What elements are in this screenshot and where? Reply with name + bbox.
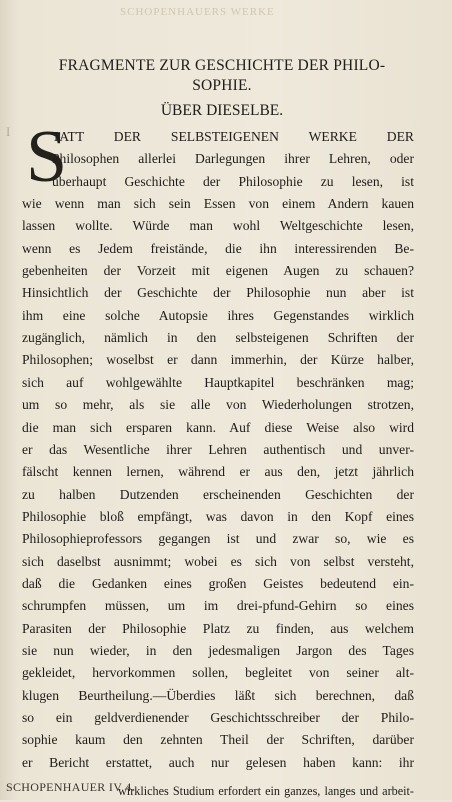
- chapter-title-line-2: SOPHIE.: [192, 77, 252, 94]
- text-line: wie wenn man sich sein Essen von einem Andern kauen: [22, 196, 414, 211]
- text-line: wenn es Jedem freistände, die ihn interessirenden Be-: [22, 240, 414, 256]
- text-line: die man sich ersparen kann. Auf diese Weise also wird: [22, 419, 414, 435]
- text-line: so ein geldverdienender Geschichtsschreiber der Philo-: [22, 710, 414, 725]
- text-line: lassen wollte. Würde man wohl Weltgeschichte lesen,: [22, 218, 414, 234]
- text-line: er Bericht erstattet, auch nur gelesen haben kann: ihr: [22, 754, 414, 770]
- text-line: gebenheiten der Vorzeit mit eigenen Augen zu schauen?: [22, 263, 414, 279]
- text-line: schrumpfen müssen, um im drei-pfund-Gehirn so eines: [22, 598, 414, 614]
- text-line: Hinsichtlich der Geschichte der Philosophie nun aber ist: [22, 285, 414, 301]
- text-line: Philosophen allerlei Darlegungen ihrer Lehren, oder: [52, 151, 414, 167]
- text-line: Parasiten der Philosophie Platz zu finden, aus welchem: [22, 620, 414, 636]
- text-line: daß die Gedanken eines großen Geistes bedeutend ein-: [22, 575, 414, 591]
- text-line: ihm eine solche Autopsie ihres Gegenstandes wirklich: [22, 307, 414, 323]
- bleed-through-header: SCHOPENHAUERS WERKE: [120, 6, 275, 18]
- text-line: sie nun wieder, in den jedesmaligen Jargon des Tages: [22, 642, 414, 658]
- text-line: sich daselbst ausnimmt; wobei es sich von selbst versteht,: [22, 553, 414, 569]
- drop-cap: S: [26, 116, 68, 198]
- section-heading: ÜBER DIESELBE.: [160, 102, 284, 119]
- margin-paragraph-number: I: [6, 124, 11, 139]
- text-line: wirkliches Studium erfordert ein ganzes, langes und arbeit-: [118, 784, 414, 798]
- chapter-title: [22, 56, 422, 96]
- text-line: Philosophie bloß empfängt, was davon in den Kopf eines: [22, 508, 414, 524]
- text-line: zu halben Dutzenden erscheinenden Geschichten der: [22, 486, 414, 502]
- signature-footer: SCHOPENHAUER IV 4.: [6, 780, 135, 794]
- text-line: gekleidet, hervorkommen sollen, begleitet von seiner alt-: [22, 665, 414, 681]
- chapter-title-line-1: FRAGMENTE ZUR GESCHICHTE DER PHILO-: [58, 57, 386, 74]
- text-line: TATT DER SELBSTEIGENEN WERKE DER: [52, 129, 414, 144]
- text-line: um so mehr, als sie alle von Wiederholungen strotzen,: [22, 397, 414, 413]
- text-line: zugänglich, nämlich in den selbsteigenen Schriften der: [22, 330, 414, 346]
- text-line: überhaupt Geschichte der Philosophie zu lesen, ist: [52, 173, 414, 189]
- text-line: sich auf wohlgewählte Hauptkapitel beschränken mag;: [22, 374, 414, 390]
- text-line: Philosophieprofessors gegangen ist und zwar so, wie es: [22, 531, 414, 547]
- text-line: er das Wesentliche ihrer Lehren authentisch und unver-: [22, 441, 414, 457]
- text-line: klugen Beurtheilung.—Überdies läßt sich berechnen, daß: [22, 687, 414, 703]
- text-line: sophie kaum den zehnten Theil der Schriften, darüber: [22, 732, 414, 748]
- text-line: Philosophen; woselbst er dann immerhin, der Kürze halber,: [22, 352, 414, 368]
- text-line: fälscht kennen lernen, während er aus den, jetzt jährlich: [22, 464, 414, 480]
